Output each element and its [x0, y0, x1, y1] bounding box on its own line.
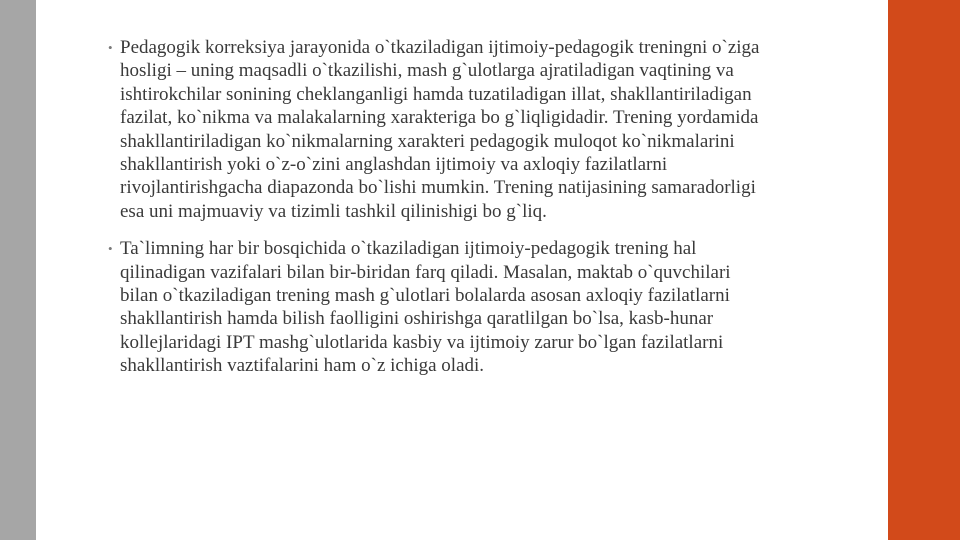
bullet-item [108, 36, 768, 223]
right-gutter [878, 0, 888, 540]
bullet-icon: • [108, 241, 113, 257]
bullet-item [108, 237, 768, 377]
right-accent-bar [888, 0, 960, 540]
bullet-text: Pedagogik korreksiya jarayonida o`tkaziladigan ijtimoiy-pedagogik treningni o`ziga hosligi – uning maqsadli o`tkazilishi, mash g`ulotlarga ajratiladigan vaqtining va ishtirokchilar sonining cheklanganligi hamda tuzatiladigan illat, shakllantiriladigan fazilat, ko`nikma va malakalarning xarakteriga bo g`liqligidadir. Trening yordamida shakllantiriladigan ko`nikmalarning xarakteri pedagogik muloqot ko`nikmalarini shakllantirish yoki o`z-o`zini anglashdan ijtimoiy va axloqiy fazilatlarni rivojlantirishgacha diapazonda bo`lishi mumkin. Trening natijasining samaradorligi esa uni majmuaviy va tizimli tashkil qilinishigi bo g`liq. [120, 37, 760, 222]
bullet-text: Ta`limning har bir bosqichida o`tkaziladigan ijtimoiy-pedagogik trening hal qilinadigan vazifalari bilan bir-biridan farq qiladi. Masalan, maktab o`quvchilari bilan o`tkaziladigan trening mash g`ulotlari bolalarda asosan axloqiy fazilatlarni shakllantirish hamda bilish faolligini oshirishga qaratlilgan bo`lsa, kasb-hunar kollejlaridagi IPT mashg`ulotlarida kasbiy va ijtimoiy zarur bo`lgan fazilatlarni shakllantirish vaztifalarini ham o`z ichiga oladi. [120, 238, 731, 377]
slide-content [108, 36, 768, 392]
left-decorative-bar [0, 0, 36, 540]
bullet-icon: • [108, 40, 113, 55]
